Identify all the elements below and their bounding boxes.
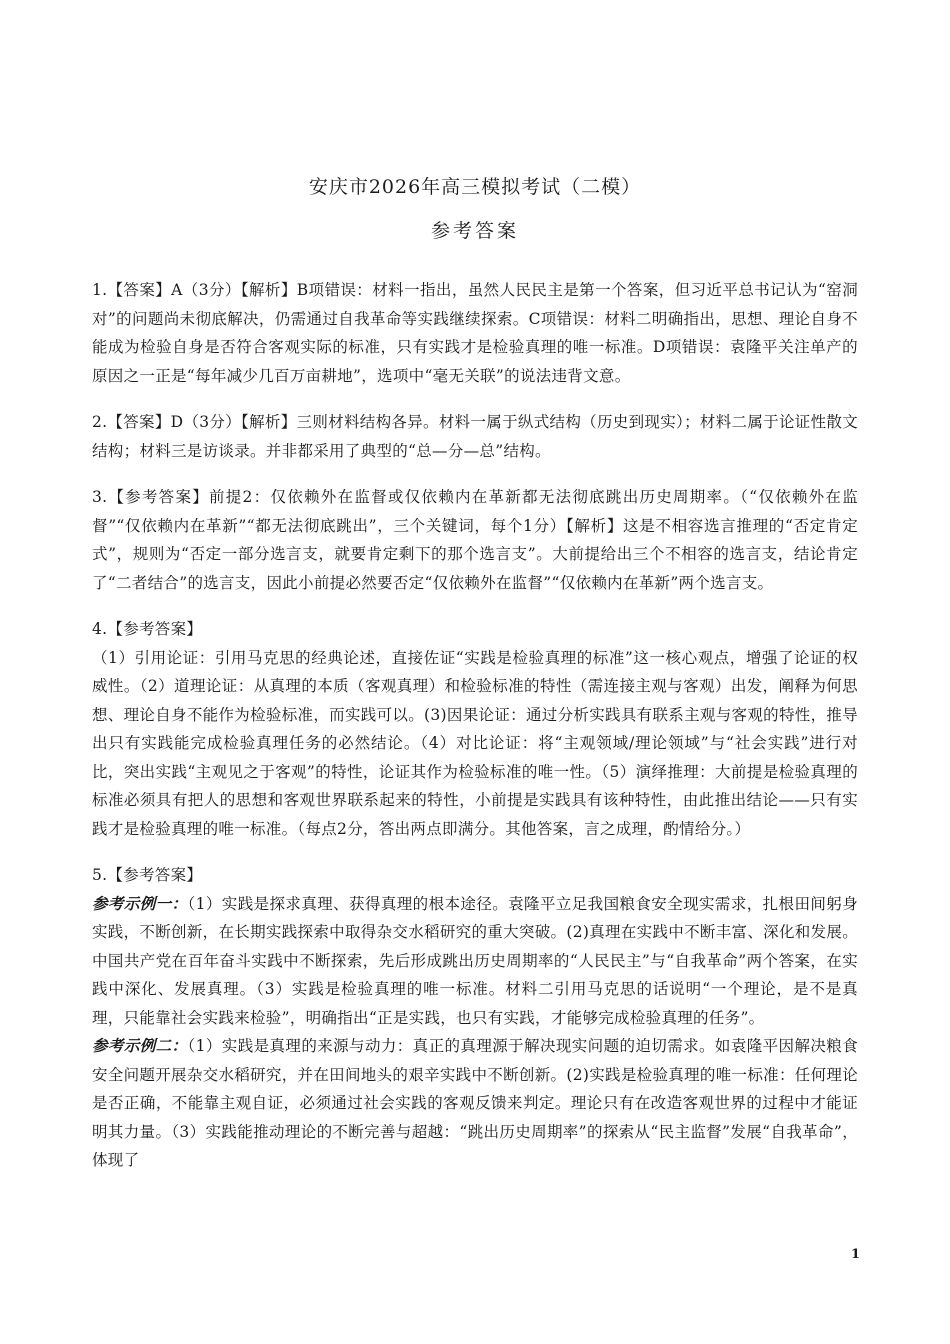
example-2-label: 参考示例二： [92,1036,188,1055]
example-1-body: （1）实践是探求真理、获得真理的根本途径。袁隆平立足我国粮食安全现实需求，扎根田间躬身实践，不断创新，在长期实践探索中取得杂交水稻研究的重大突破。(2)真理在实践中不断丰富、深化和发展。中国共产党在百年奋斗实践中不断探索，先后形成跳出历史周期率的“人民民主”与“自我革命”两个答案，在实践中深化、发展真理。（3）实践是检验真理的唯一标准。材料二引用马克思的话说明“一个理论，是不是真理，只能靠社会实践来检验”，明确指出“正是实践，也只有实践，才能够完成检验真理的任务”。 [92,894,858,1027]
document-page [92,172,858,1175]
answer-4-heading: 4.【参考答案】 [92,620,203,638]
example-2-body: （1）实践是真理的来源与动力：真正的真理源于解决现实问题的迫切需求。如袁隆平因解决粮食安全问题开展杂交水稻研究，并在田间地头的艰辛实践中不断创新。(2)实践是检验真理的唯一标准：任何理论是否正确，不能靠主观自证，必须通过社会实践的客观反馈来判定。理论只有在改造客观世界的过程中才能证明其力量。（3）实践能推动理论的不断完善与超越：“跳出历史周期率”的探索从“民主监督”发展“自我革命”，体现了 [92,1037,858,1169]
answer-1: 1.【答案】A（3分）【解析】B项错误：材料一指出，虽然人民民主是第一个答案，但习近平总书记认为“窑洞对”的问题尚未彻底解决，仍需通过自我革命等实践继续探索。C项错误：材料二明确指出，思想、理论自身不能成为检验自身是否符合客观实际的标准，只有实践才是检验真理的唯一标准。D项错误：袁隆平关注单产的原因之一正是“每年减少几百万亩耕地”，选项中“毫无关联”的说法违背文意。 [92,281,858,385]
answer-4-body: （1）引用论证：引用马克思的经典论述，直接佐证“实践是检验真理的标准”这一核心观点，增强了论证的权威性。（2）道理论证：从真理的本质（客观真理）和检验标准的特性（需连接主观与客观）出发，阐释为何思想、理论自身不能作为检验标准，而实践可以。(3)因果论证：通过分析实践具有联系主观与客观的特性，推导出只有实践能完成检验真理任务的必然结论。（4）对比论证：将“主观领域/理论领域”与“社会实践”进行对比，突出实践“主观见之于客观”的特性，论证其作为检验标准的唯一性。（5）演绎推理：大前提是检验真理的标准必须具有把人的思想和客观世界联系起来的特性，小前提是实践具有该种特性，由此推出结论——只有实践才是检验真理的唯一标准。（每点2分，答出两点即满分。其他答案，言之成理，酌情给分。） [92,648,858,838]
answer-3: 3.【参考答案】前提2：仅依赖外在监督或仅依赖内在革新都无法彻底跳出历史周期率。（“仅依赖外在监督”“仅依赖内在革新”“都无法彻底跳出”，三个关键词，每个1分）【解析】这是不相容选言推理的“否定肯定式”，规则为“否定一部分选言支，就要肯定剩下的那个选言支”。大前提给出三个不相容的选言支，结论肯定了“二者结合”的选言支，因此小前提必然要否定“仅依赖外在监督”“仅依赖内在革新”两个选言支。 [92,488,858,592]
answer-5-example-1 [92,890,858,1033]
page-title: 安庆市2026年高三模拟考试（二模） [308,176,642,198]
answer-2: 2.【答案】D（3分）【解析】三则材料结构各异。材料一属于纵式结构（历史到现实）；材料二属于论证性散文结构；材料三是访谈录。并非都采用了典型的“总—分—总”结构。 [92,413,858,460]
page-number: 1 [850,1247,860,1262]
example-1-label: 参考示例一： [92,893,188,913]
answer-5-example-2 [92,1032,858,1175]
answer-5-heading: 5.【参考答案】 [92,866,203,884]
page-subtitle: 参考答案 [430,220,519,242]
